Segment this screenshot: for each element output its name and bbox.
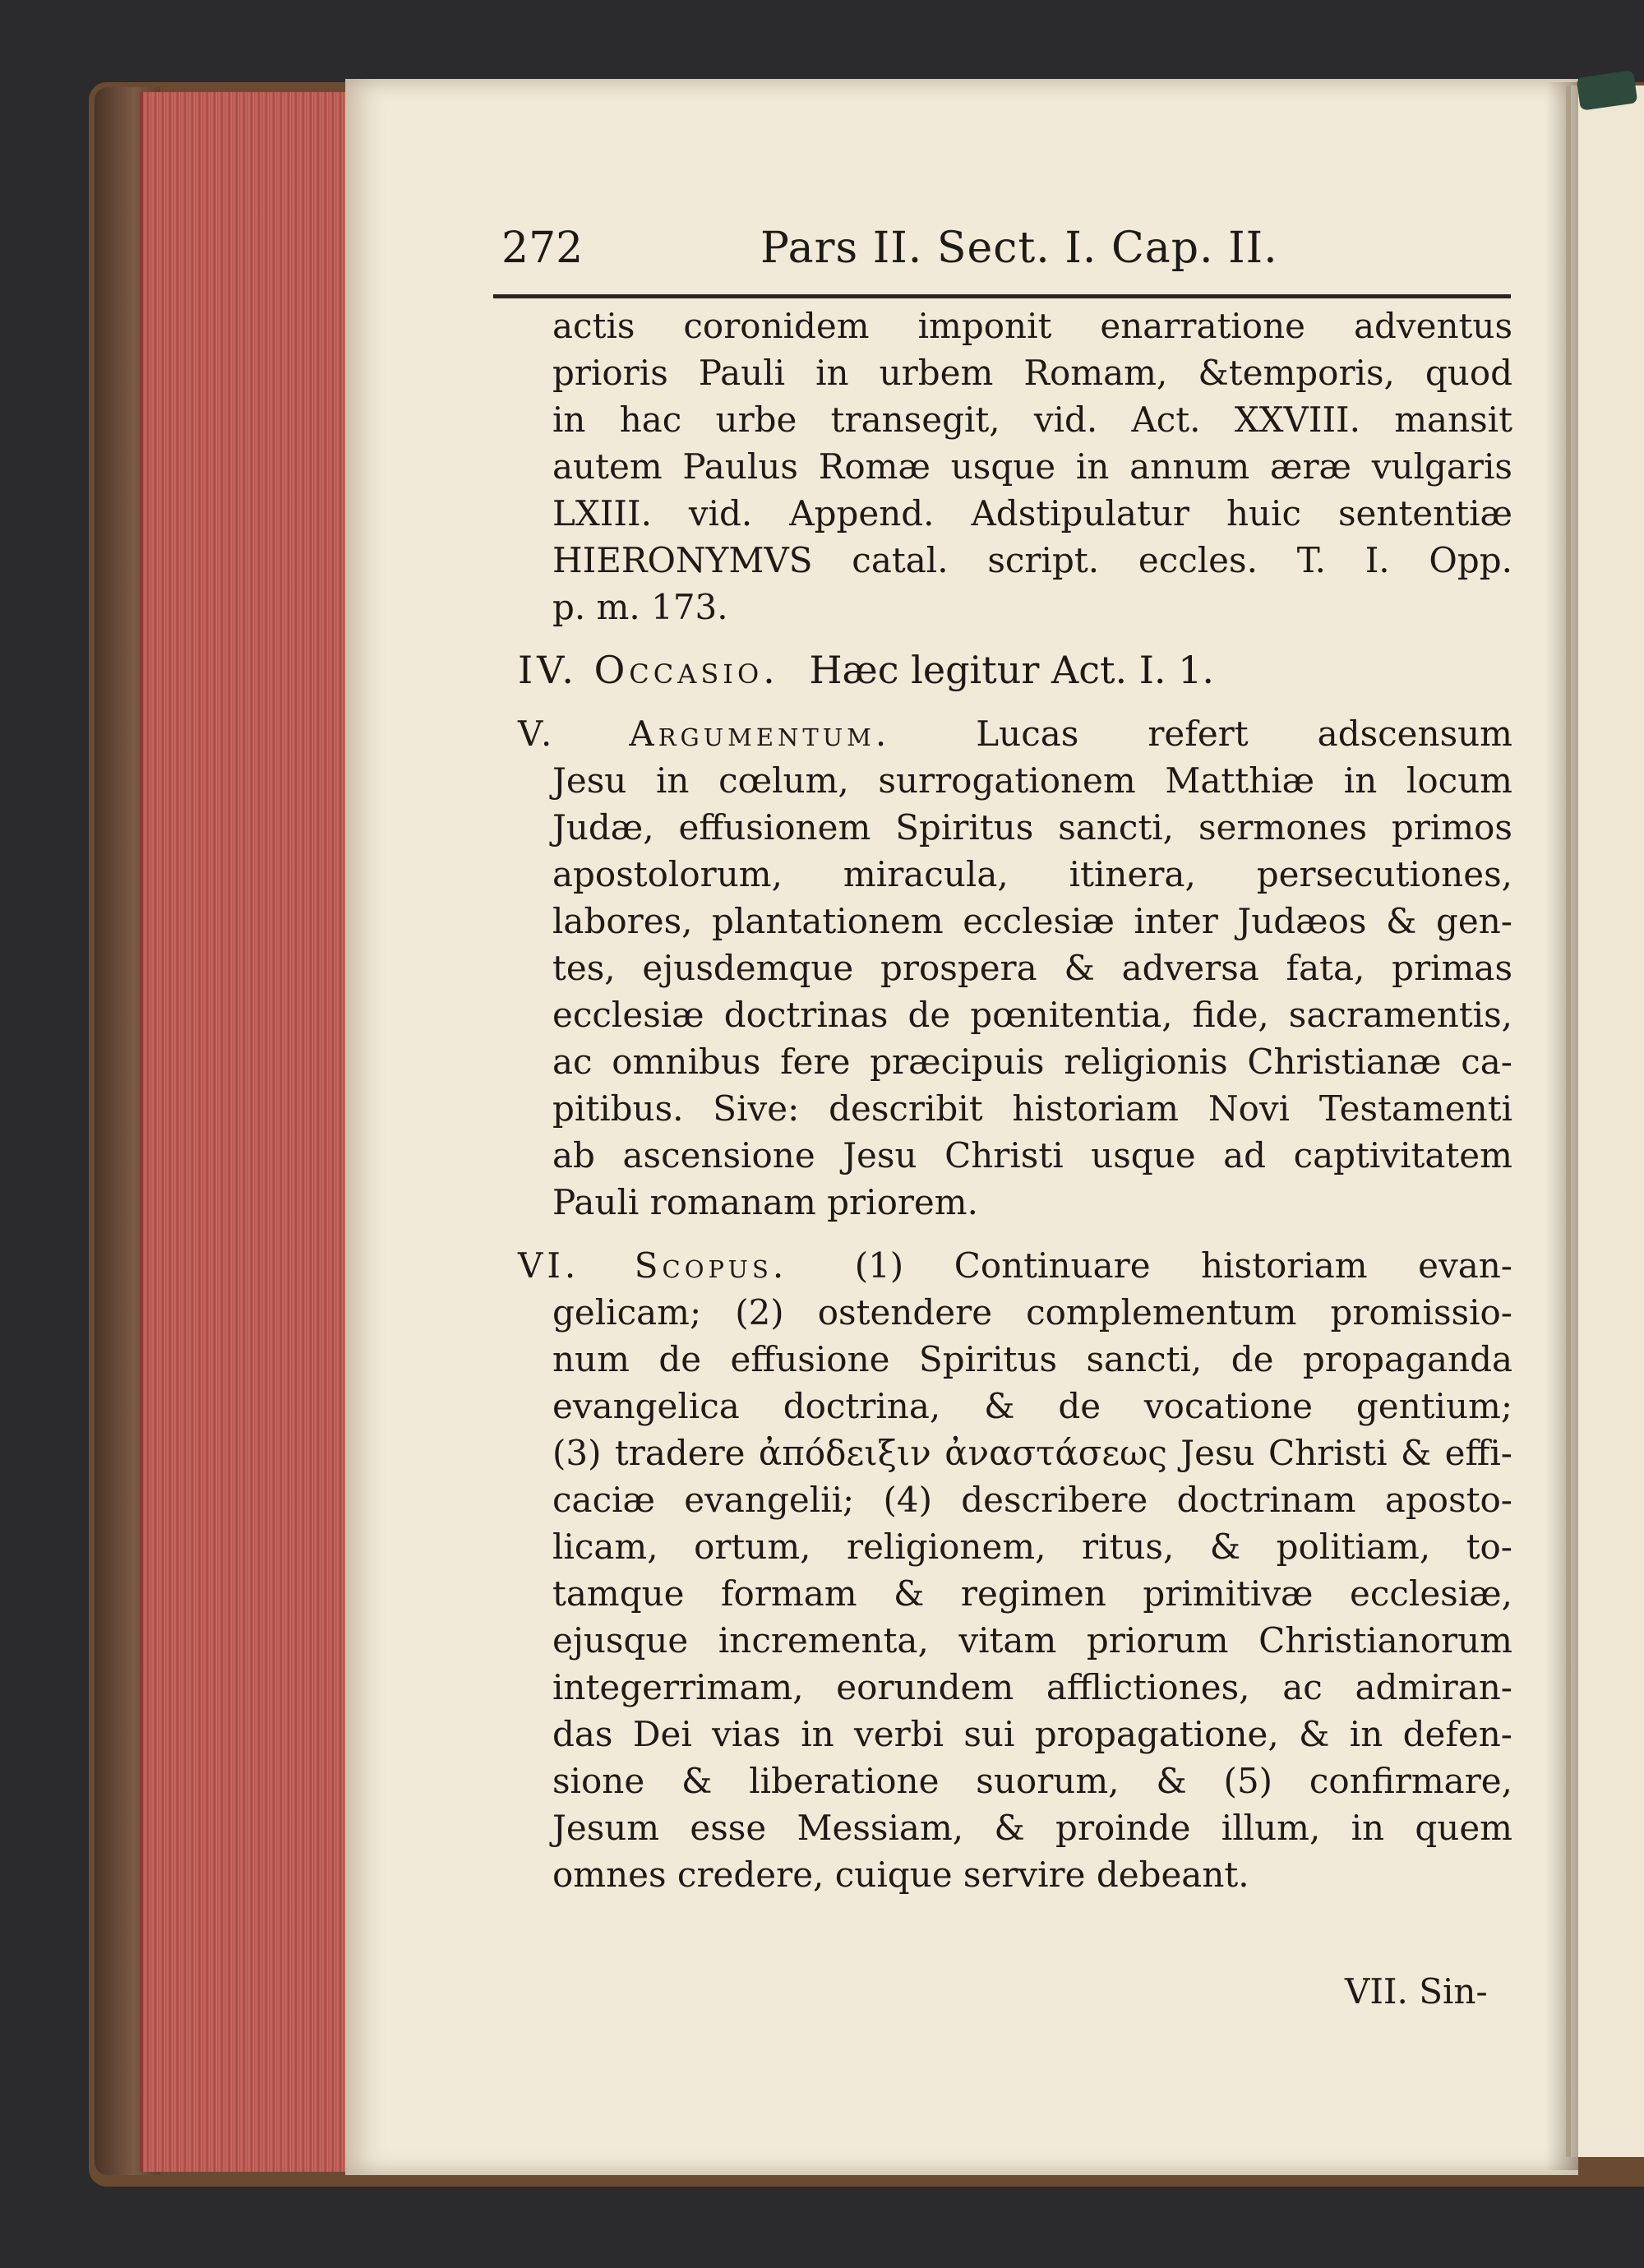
section-label: VI. Scopus. — [518, 1245, 788, 1286]
text-line: ecclesiæ doctrinas de pœnitentia, fide, sacramentis, — [552, 995, 1512, 1035]
text-line: LXIII. vid. Append. Adstipulatur huic sententiæ — [552, 493, 1512, 534]
text-line: Judæ, effusionem Spiritus sancti, sermones primos — [552, 807, 1512, 848]
text-line: Jesum esse Messiam, & proinde illum, in quem — [552, 1808, 1512, 1848]
section-occasio — [518, 647, 1512, 694]
section-label: V. Argumentum. — [518, 714, 891, 754]
text-line: ab ascensione Jesu Christi usque ad captivitatem — [552, 1135, 1512, 1176]
text-line: apostolorum, miracula, itinera, persecutiones, — [552, 854, 1512, 894]
text-line: caciæ evangelii; (4) describere doctrinam aposto- — [552, 1480, 1512, 1520]
intro-paragraph — [552, 303, 1512, 631]
catchword: VII. Sin- — [1345, 1971, 1488, 2012]
text-line: labores, plantationem ecclesiæ inter Judæos & gen- — [552, 901, 1512, 941]
text-line: actis coronidem imponit enarratione adventus — [552, 306, 1512, 346]
text-line: ac omnibus fere præcipuis religionis Christianæ ca- — [552, 1042, 1512, 1082]
section-first-line — [518, 1242, 1512, 1289]
text-line: (3) tradere ἀπόδειξιν ἀναστάσεως Jesu Christi & effi- — [552, 1433, 1512, 1473]
text-line: tamque formam & regimen primitivæ ecclesiæ, — [552, 1573, 1512, 1614]
page-edges-red — [140, 92, 357, 2172]
gutter-shadow — [1545, 82, 1578, 2170]
page-body — [518, 303, 1513, 1898]
text-line: prioris Pauli in urbem Romam, &temporis, quod — [552, 353, 1512, 393]
section-text: (1) Continuare historiam evan- — [854, 1245, 1513, 1286]
text-line: Pauli romanam priorem. — [552, 1182, 978, 1222]
text-line: num de effusione Spiritus sancti, de propaganda — [552, 1339, 1512, 1379]
text-line: p. m. 173. — [552, 587, 728, 627]
text-line: licam, ortum, religionem, ritus, & politiam, to- — [552, 1527, 1512, 1567]
running-title: Pars II. Sect. I. Cap. II. — [760, 224, 1278, 273]
section-text: Lucas refert adscensum — [976, 714, 1512, 754]
text-line: evangelica doctrina, & de vocatione gentium; — [552, 1386, 1512, 1426]
text-line: autem Paulus Romæ usque in annum æræ vulgaris — [552, 446, 1512, 487]
text-line: HIERONYMVS catal. script. eccles. T. I. Opp. — [552, 540, 1512, 580]
running-head — [501, 224, 1512, 281]
text-line: Jesu in cœlum, surrogationem Matthiæ in locum — [552, 760, 1512, 801]
section-text: Hæc legitur Act. I. 1. — [809, 648, 1215, 692]
section-argumentum — [518, 710, 1512, 1226]
text-line: pitibus. Sive: describit historiam Novi Testamenti — [552, 1088, 1512, 1129]
text-line: tes, ejusdemque prospera & adversa fata, primas — [552, 948, 1512, 988]
text-line: ejusque incrementa, vitam priorum Christianorum — [552, 1620, 1512, 1661]
page-number: 272 — [501, 224, 584, 273]
text-line: gelicam; (2) ostendere complementum promissio- — [552, 1292, 1512, 1333]
text-line: sione & liberatione suorum, & (5) confirmare, — [552, 1761, 1512, 1801]
text-line: integerrimam, eorundem afflictiones, ac admiran- — [552, 1667, 1512, 1707]
section-label: IV. Occasio. — [518, 648, 779, 692]
section-scopus — [518, 1242, 1513, 1898]
text-line: in hac urbe transegit, vid. Act. XXVIII. mansit — [552, 400, 1512, 440]
text-line: das Dei vias in verbi sui propagatione, & in defen- — [552, 1714, 1512, 1754]
text-line: omnes credere, cuique servire debeant. — [552, 1855, 1249, 1895]
section-first-line — [518, 710, 1512, 757]
head-rule — [493, 294, 1511, 298]
